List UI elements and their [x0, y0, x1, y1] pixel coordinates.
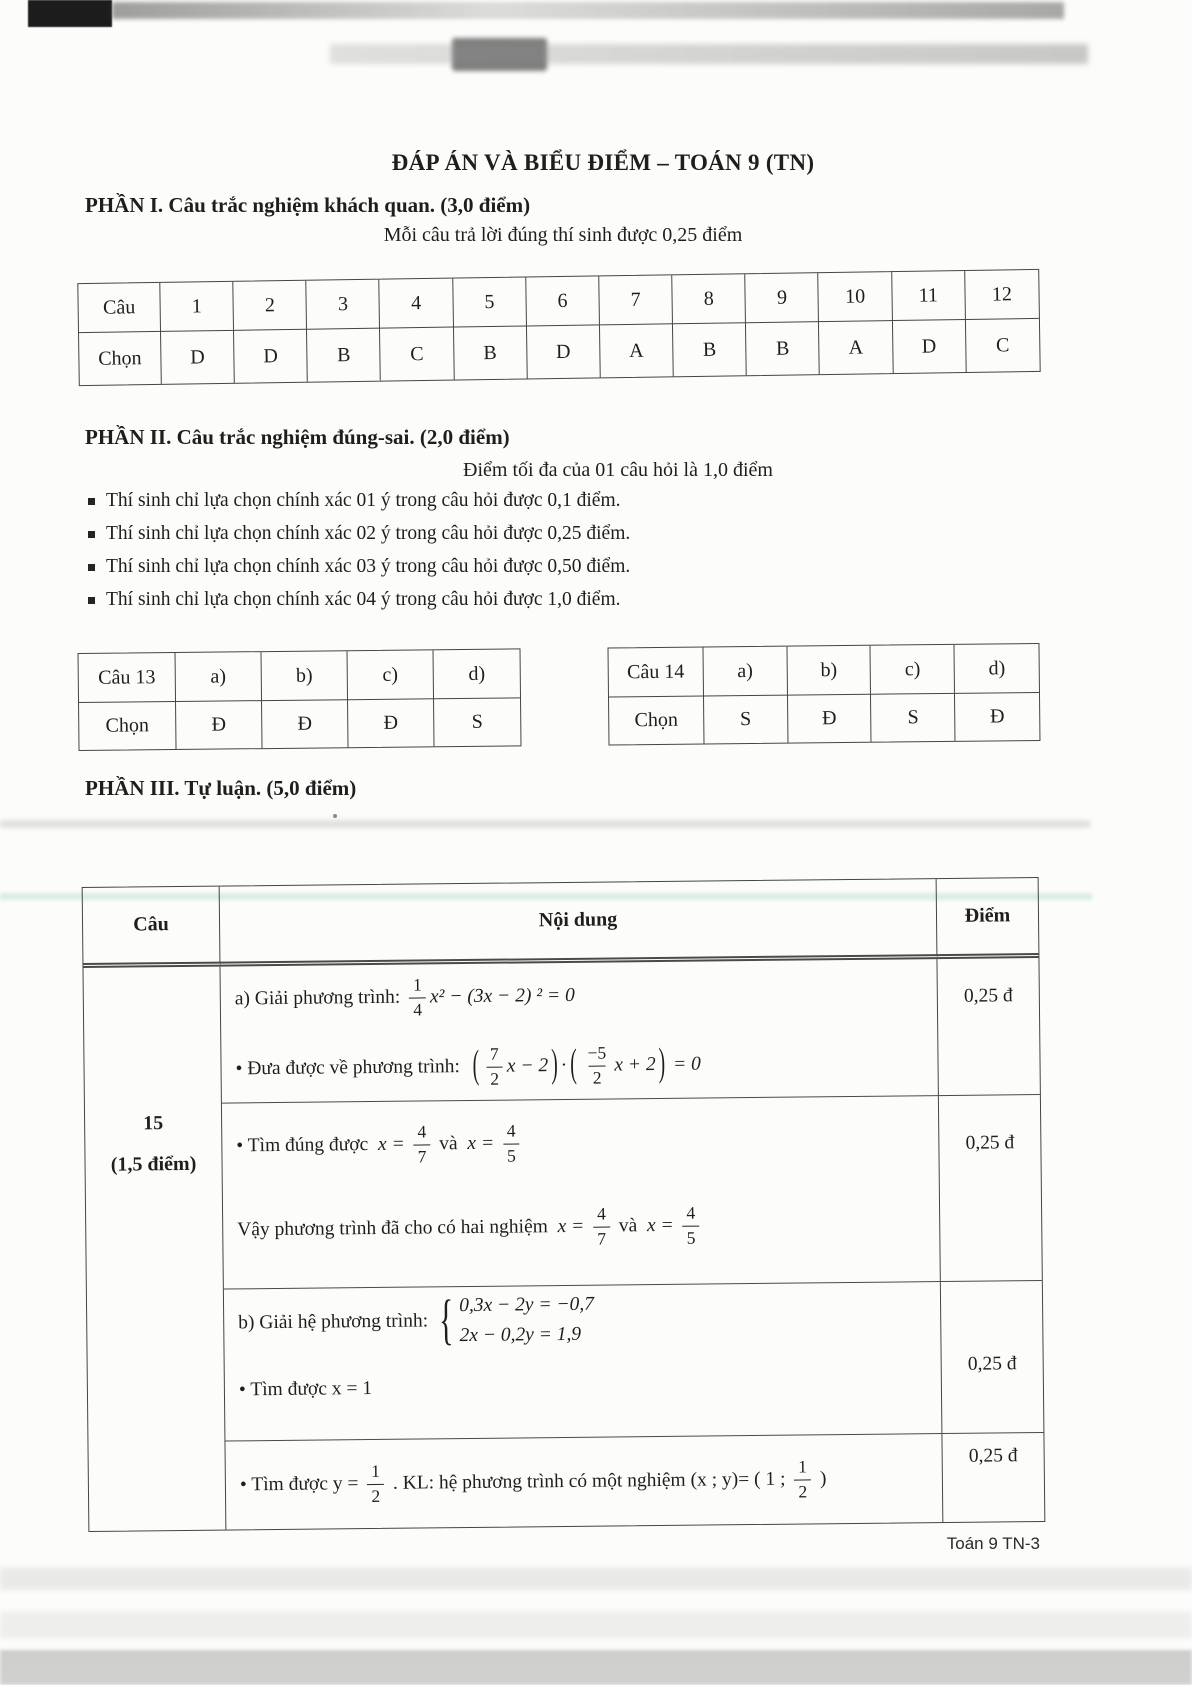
fraction-numerator: 1 — [798, 1456, 808, 1477]
fraction-numerator: 4 — [506, 1120, 516, 1141]
page-title: ĐÁP ÁN VÀ BIỂU ĐIỂM – TOÁN 9 (TN) — [391, 150, 815, 175]
fraction-numerator: 4 — [417, 1121, 427, 1142]
fraction — [583, 1042, 610, 1088]
math-text: ) — [814, 1468, 827, 1490]
solution-row-score — [937, 958, 1039, 1096]
col-header-d): d) — [988, 656, 1006, 680]
answer-col-4: 4 — [380, 279, 454, 328]
scan-artifact-top-band — [330, 44, 1088, 64]
answer-value-d): S — [434, 697, 520, 746]
part2-bullet-list — [88, 490, 988, 622]
answer-col-10: 10 — [819, 272, 893, 321]
scan-artifact-top-black — [28, 0, 112, 27]
fraction — [682, 1202, 699, 1248]
col-header-a): a) — [176, 652, 262, 701]
answer-col-5: 5 — [453, 277, 527, 326]
math-line — [240, 1457, 942, 1506]
part1-answer-table-wrap — [77, 269, 1040, 386]
page-footer: Toán 9 TN-3 — [946, 1534, 1040, 1553]
bullet-marker — [88, 498, 95, 505]
scan-artifact-mid-line — [0, 820, 1090, 828]
math-text: a) Giải phương trình: — [234, 986, 406, 1010]
part2-heading: PHẦN II. Câu trắc nghiệm đúng-sai. (2,0 điểm) — [85, 425, 510, 449]
col-header-a): a) — [703, 647, 787, 696]
question-points: (1,5 điểm) — [110, 1152, 197, 1176]
choice-row-label: Chọn — [79, 701, 176, 750]
solution-row-content — [222, 1096, 941, 1289]
tall-paren: ( — [569, 1043, 577, 1087]
solution-row-score — [942, 1433, 1044, 1522]
fraction — [413, 1123, 430, 1165]
col-header-b): b) — [261, 651, 347, 700]
scan-artifact-bottom-1 — [0, 1568, 1192, 1590]
system-equation: 2x − 0,2y = 1,9 — [459, 1323, 582, 1347]
detail-table-header-diem: Điểm — [937, 878, 1039, 959]
math-line — [238, 1290, 941, 1349]
answer-value-9: B — [746, 321, 820, 375]
scan-artifact-bottom-3 — [0, 1650, 1192, 1685]
fraction — [794, 1458, 811, 1500]
math-text: x = — [377, 1133, 410, 1155]
part2-question13-table — [78, 648, 522, 751]
math-text: • Đưa được về phương trình: — [235, 1055, 470, 1080]
answer-value-b): Đ — [788, 694, 872, 743]
system-equations — [459, 1294, 594, 1347]
question-label: Câu 14 — [608, 647, 703, 696]
answer-col-9: 9 — [746, 273, 820, 322]
math-line — [235, 971, 937, 1020]
answer-col-3: 3 — [307, 280, 381, 329]
answer-col-12: 12 — [991, 282, 1013, 306]
answer-value-d): Đ — [955, 692, 1039, 741]
part3-heading: PHẦN III. Tự luận. (5,0 điểm) — [85, 776, 357, 800]
answer-value-4: C — [380, 327, 454, 381]
part2-tables-row — [78, 643, 1041, 751]
answer-row-label: Câu — [78, 283, 161, 332]
answer-value-10: A — [819, 320, 893, 374]
rule-text: Thí sinh chỉ lựa chọn chính xác 03 ý trong câu hỏi được 0,50 điểm. — [106, 556, 631, 577]
math-text: • Tìm được y = — [239, 1473, 364, 1496]
tall-paren: ) — [658, 1042, 666, 1086]
solution-row-score — [941, 1281, 1044, 1434]
part3-detail-table — [82, 877, 1046, 1532]
answer-value-c): S — [871, 693, 955, 742]
bullet-marker — [88, 531, 95, 538]
score-value: 0,25 đ — [967, 1353, 1017, 1375]
rule-bullet-2 — [88, 523, 988, 545]
math-text: b) Giải hệ phương trình: — [238, 1310, 434, 1334]
fraction-denominator: 5 — [683, 1225, 700, 1247]
answer-col-7: 7 — [599, 275, 673, 324]
answer-value-b): Đ — [262, 699, 348, 748]
fraction-numerator: 4 — [596, 1203, 606, 1224]
scan-artifact-dot — [333, 814, 337, 818]
answer-value-3: B — [307, 328, 381, 382]
answer-value-12: C — [966, 318, 1040, 372]
answer-value-2: D — [234, 329, 308, 383]
math-text: • Tìm được x = 1 — [238, 1378, 373, 1401]
detail-table-header-noidung: Nội dung — [220, 879, 938, 967]
answer-value-5: B — [454, 325, 528, 379]
tall-paren: ) — [550, 1043, 558, 1087]
rule-bullet-1 — [88, 490, 988, 512]
question-label: Câu 13 — [79, 653, 176, 702]
fraction-numerator: 1 — [412, 974, 422, 995]
answer-value-a): S — [704, 695, 788, 744]
math-text: x + 2 — [614, 1054, 656, 1076]
fraction-denominator: 2 — [367, 1483, 384, 1505]
math-text: = 0 — [668, 1053, 701, 1075]
answer-value-6: D — [527, 324, 601, 378]
system-equation: 0,3x − 2y = −0,7 — [459, 1293, 595, 1317]
fraction-denominator: 7 — [593, 1226, 610, 1248]
rule-text: Thí sinh chỉ lựa chọn chính xác 01 ý trong câu hỏi được 0,1 điểm. — [106, 490, 621, 511]
fraction — [486, 1043, 503, 1089]
rule-text: Thí sinh chỉ lựa chọn chính xác 04 ý trong câu hỏi được 1,0 điểm. — [106, 589, 621, 610]
answer-value-1: D — [161, 330, 235, 384]
fraction-denominator: 2 — [794, 1479, 811, 1501]
col-header-d): d) — [468, 662, 486, 685]
fraction-numerator: 4 — [686, 1202, 696, 1223]
part1-heading: PHẦN I. Câu trắc nghiệm khách quan. (3,0 điểm) — [85, 193, 531, 217]
equation-system — [438, 1289, 595, 1351]
question-number-cell — [83, 967, 226, 1531]
scan-artifact-top-smear — [112, 2, 1064, 19]
math-line — [236, 1118, 938, 1167]
answer-value-11: D — [893, 319, 967, 373]
fraction — [503, 1122, 520, 1164]
answer-value-a): Đ — [176, 700, 262, 749]
col-header-c): c) — [347, 650, 433, 699]
part1-answer-table — [77, 269, 1040, 386]
answer-value-7: A — [600, 323, 674, 377]
math-text: Vậy phương trình đã cho có hai nghiệm — [237, 1216, 558, 1241]
score-value: 0,25 đ — [965, 1131, 1015, 1154]
fraction-denominator: 4 — [409, 997, 426, 1019]
fraction — [367, 1460, 384, 1506]
solution-row-content — [224, 1282, 943, 1442]
math-line — [239, 1372, 941, 1401]
answer-col-8: 8 — [672, 274, 746, 323]
math-text: • Tìm đúng được — [236, 1133, 379, 1157]
tall-paren: ( — [472, 1044, 480, 1088]
answer-col-1: 1 — [160, 282, 234, 331]
col-header-c): c) — [871, 645, 955, 694]
rule-text: Thí sinh chỉ lựa chọn chính xác 02 ý trong câu hỏi được 0,25 điểm. — [106, 523, 631, 544]
part2-question14-table — [607, 643, 1040, 746]
fraction-denominator: 2 — [486, 1066, 503, 1088]
fraction — [409, 976, 426, 1018]
math-text: x = — [557, 1215, 590, 1238]
solution-row-score — [939, 1095, 1042, 1282]
math-text: x = — [467, 1132, 500, 1155]
part2-subtitle: Điểm tối đa của 01 câu hỏi là 1,0 điểm — [463, 459, 773, 481]
fraction-denominator: 7 — [414, 1144, 431, 1166]
solution-row-content — [220, 959, 938, 1104]
solution-row-content — [225, 1434, 943, 1530]
answer-col-6: 6 — [526, 276, 600, 325]
fraction — [593, 1203, 610, 1249]
math-text: x² − (3x − 2) ² = 0 — [429, 984, 575, 1008]
math-text: và — [613, 1215, 648, 1237]
score-value: 0,25 đ — [968, 1445, 1018, 1467]
answer-value-c): Đ — [348, 698, 434, 747]
choice-row-label: Chọn — [79, 331, 162, 385]
math-text: x − 2 — [506, 1055, 549, 1077]
math-text: · — [560, 1054, 568, 1077]
answer-col-2: 2 — [233, 281, 307, 330]
fraction-denominator: 5 — [503, 1143, 520, 1165]
bullet-marker — [88, 564, 95, 571]
bullet-marker — [88, 597, 95, 604]
answer-value-8: B — [673, 322, 747, 376]
fraction-numerator: −5 — [587, 1042, 607, 1063]
part3-detail-table-wrap — [82, 877, 1046, 1532]
col-header-b): b) — [787, 646, 871, 695]
rule-bullet-3 — [88, 556, 988, 578]
rule-bullet-4 — [88, 589, 988, 611]
score-value: 0,25 đ — [963, 985, 1013, 1007]
math-line — [235, 1041, 937, 1090]
math-text: . KL: hệ phương trình có một nghiệm (x ; y)= ( 1 ; — [387, 1468, 791, 1494]
fraction-denominator: 2 — [589, 1065, 606, 1087]
part1-subtitle: Mỗi câu trả lời đúng thí sinh được 0,25 điểm — [383, 224, 743, 246]
choice-row-label: Chọn — [609, 695, 704, 744]
scan-artifact-bottom-2 — [0, 1612, 1192, 1638]
fraction-numerator: 1 — [371, 1460, 381, 1482]
fraction-numerator: 7 — [489, 1043, 499, 1064]
system-brace-icon: { — [438, 1289, 454, 1351]
detail-table-header-cau: Câu — [83, 887, 221, 968]
math-line — [237, 1202, 939, 1251]
question-number: 15 — [143, 1112, 164, 1135]
answer-col-11: 11 — [892, 271, 966, 320]
math-text: x = — [646, 1214, 679, 1237]
math-text: và — [434, 1133, 468, 1155]
scan-artifact-top-blob — [452, 38, 547, 71]
